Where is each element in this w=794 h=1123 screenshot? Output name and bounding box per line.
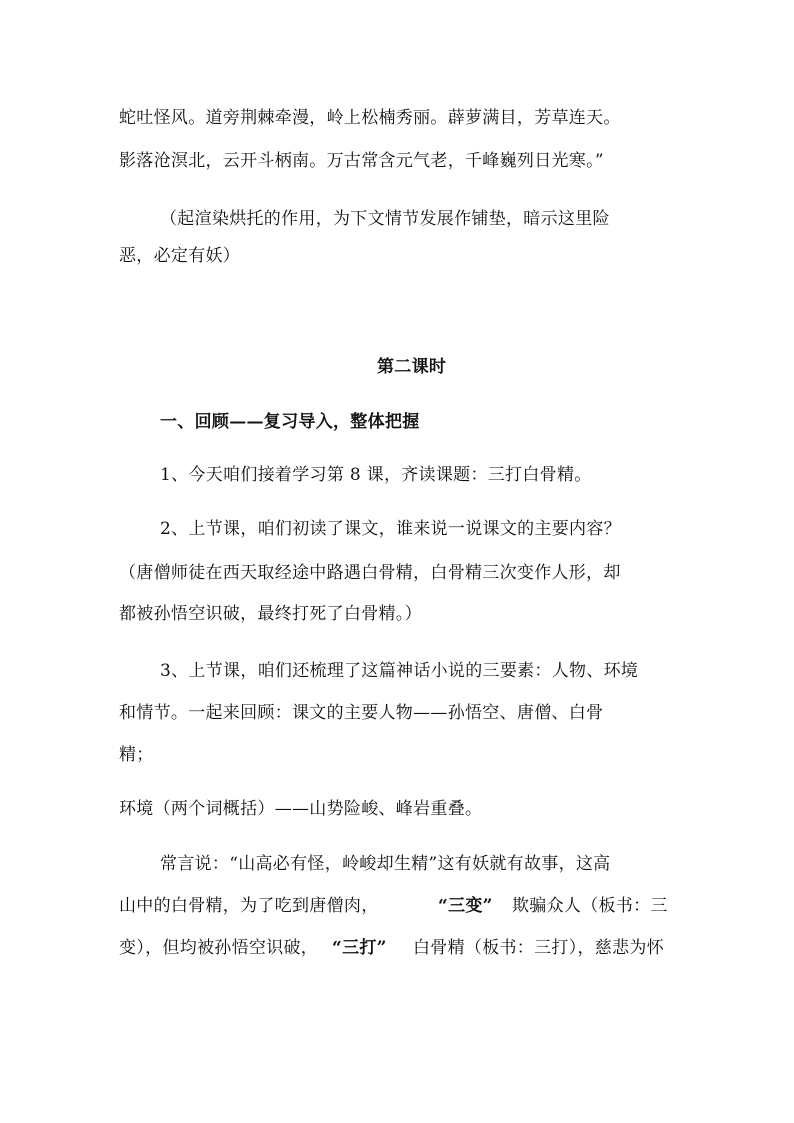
text-line: 3、上节课，咱们还梳理了这篇神话小说的三要素：人物、环境 [160, 661, 639, 681]
emphasis-text: “三变” [438, 896, 493, 916]
text-line: 都被孙悟空识破，最终打死了白骨精。） [119, 604, 422, 624]
text-line: 常言说：“山高必有怪，岭峻却生精”这有妖就有故事，这高 [160, 854, 611, 874]
text-line: （唐僧师徒在西天取经途中路遇白骨精，白骨精三次变作人形，却 [119, 563, 621, 583]
text-line: 和情节。一起来回顾：课文的主要人物——孙悟空、唐僧、白骨 [119, 703, 604, 723]
text-line: 蛇吐怪风。道旁荆棘牵漫，岭上松楠秀丽。薜萝满目，芳草连天。 [119, 108, 621, 128]
text-line: 变），但均被孙悟空识破， [119, 938, 319, 958]
text-line: 1、今天咱们接着学习第 8 课，齐读课题：三打白骨精。 [160, 465, 592, 485]
text-line: 2、上节课，咱们初读了课文，谁来说一说课文的主要内容？ [160, 519, 621, 539]
text-line: 白骨精（板书：三打），慈悲为怀 [413, 938, 664, 958]
section-heading: 第二课时 [377, 357, 447, 377]
text-line: 恶，必定有妖） [119, 246, 241, 266]
text-line: （起渲染烘托的作用，为下文情节发展作铺垫，暗示这里险 [160, 209, 610, 229]
text-line: 影落沧溟北，云开斗柄南。万古常含元气老，千峰巍列日光寒。” [119, 151, 604, 171]
subsection-heading: 一、回顾——复习导入，整体把握 [160, 412, 420, 432]
text-line: 环境（两个词概括）——山势险峻、峰岩重叠。 [119, 799, 483, 819]
text-line: 山中的白骨精，为了吃到唐僧肉， [119, 896, 379, 916]
text-line: 精； [119, 745, 154, 765]
text-line: 欺骗众人（板书：三 [512, 896, 668, 916]
emphasis-text: “三打” [332, 938, 387, 958]
